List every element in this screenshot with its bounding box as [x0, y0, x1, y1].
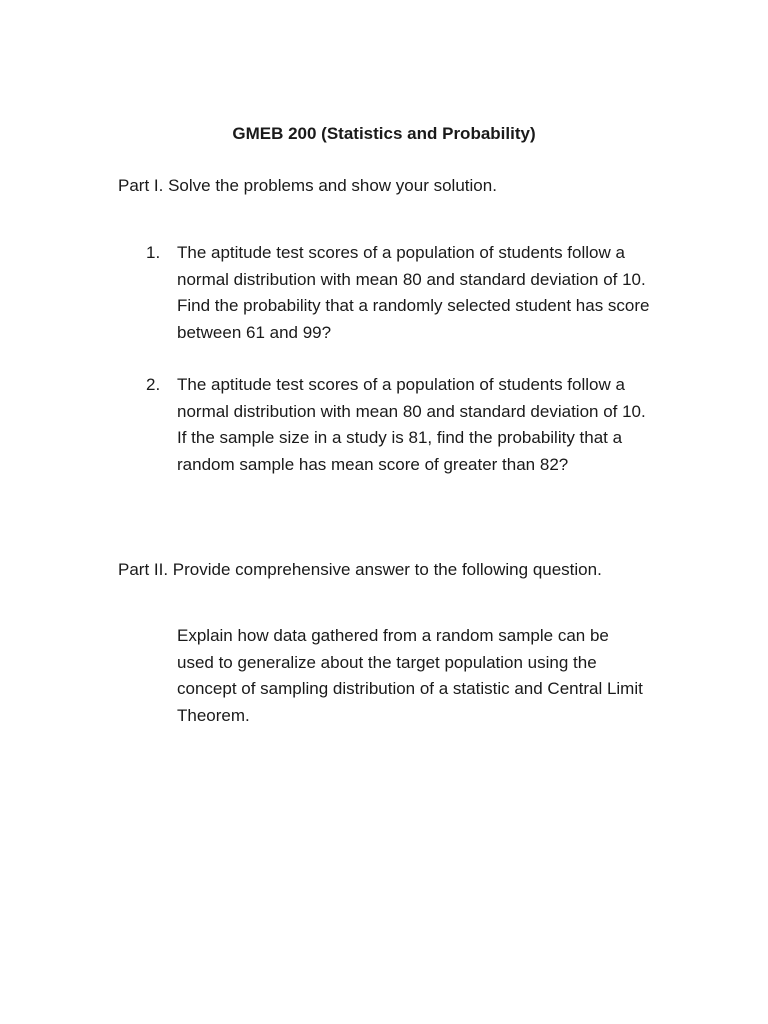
problem-text: The aptitude test scores of a population of students follow a normal distribution with mean 80 and standard deviation of 10. Find the probability that a randomly selected student has score between 61 and 99?: [177, 243, 650, 342]
essay-question: Explain how data gathered from a random sample can be used to generalize about the target population using the concept of sampling distribution of a statistic and Central Limit Theorem.: [177, 626, 643, 725]
part-2-heading: Part II. Provide comprehensive answer to the following question.: [118, 560, 602, 579]
problem-text: The aptitude test scores of a population of students follow a normal distribution with mean 80 and standard deviation of 10. If the sample size in a study is 81, find the probability that a random sample has mean score of greater than 82?: [177, 375, 646, 474]
problem-number: 2.: [146, 375, 161, 394]
part-1-heading: Part I. Solve the problems and show your solution.: [118, 176, 497, 195]
problem-2: [146, 372, 666, 478]
document-title: GMEB 200 (Statistics and Probability): [232, 124, 536, 143]
problem-number: 1.: [146, 243, 161, 262]
problem-1: [146, 240, 666, 346]
